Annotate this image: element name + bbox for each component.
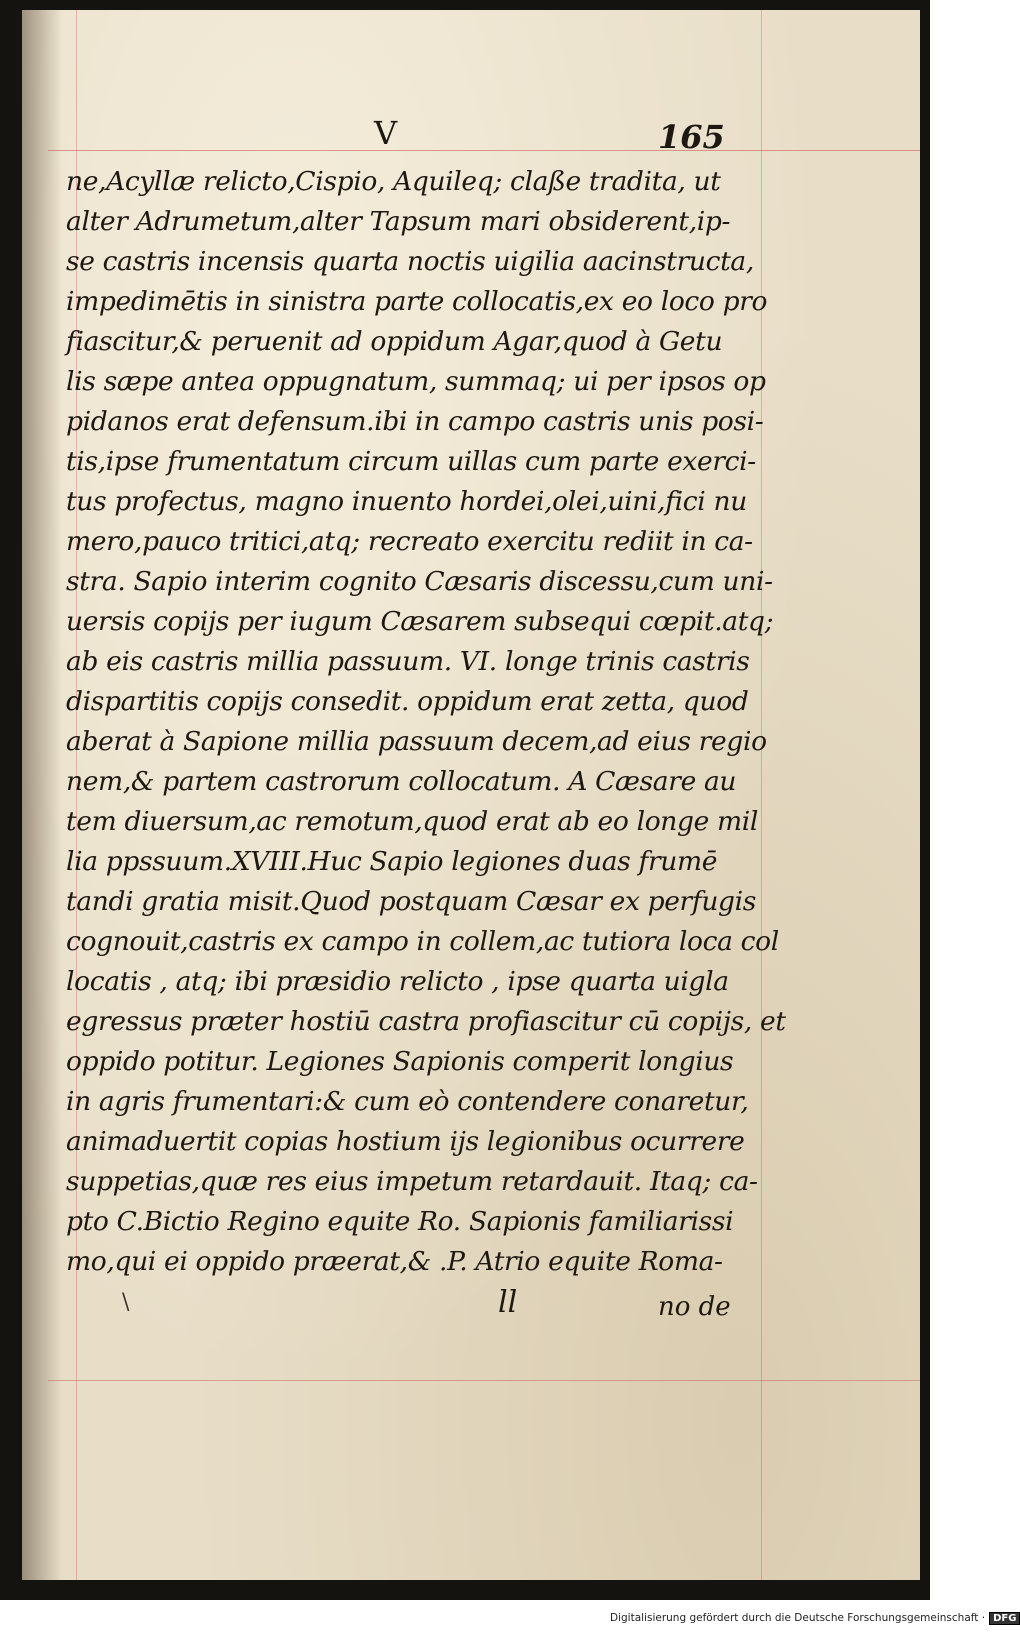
text-line: ne,Acyllæ relicto,Cispio, Aquileq; claße tradita, ut [66, 166, 721, 197]
text-line: egressus præter hostiū castra profiascitur cū copijs, et [66, 1006, 786, 1037]
body-text [66, 162, 786, 1282]
margin-rule-top [48, 150, 920, 151]
text-line: suppetias,quæ res eius impetum retardauit. Itaq; ca- [66, 1166, 758, 1197]
text-line: lia ppssuum.XVIII.Huc Sapio legiones duas frumē [66, 846, 718, 877]
credit-text: Digitalisierung gefördert durch die Deutsche Forschungsgemeinschaft · [610, 1612, 986, 1624]
margin-tick-mark: \ [122, 1290, 130, 1315]
text-line: tandi gratia misit.Quod postquam Cæsar ex perfugis [66, 886, 757, 917]
text-line: pidanos erat defensum.ibi in campo castris unis posi- [66, 406, 764, 437]
signature-mark: ll [498, 1285, 518, 1320]
gutter-shadow [22, 10, 62, 1580]
text-line: tus profectus, magno inuento hordei,olei,uini,fici nu [66, 486, 747, 517]
text-line: stra. Sapio interim cognito Cæsaris discessu,cum uni- [66, 566, 773, 597]
dfg-logo: DFG [989, 1612, 1020, 1625]
text-line: mero,pauco tritici,atq; recreato exercitu rediit in ca- [66, 526, 753, 557]
text-line: mo,qui ei oppido præerat,& .P. Atrio equite Roma- [66, 1246, 723, 1277]
text-line: alter Adrumetum,alter Tapsum mari obsiderent,ip- [66, 206, 731, 237]
text-line: uersis copijs per iugum Cæsarem subsequi cœpit.atq; [66, 606, 774, 637]
text-line: ab eis castris millia passuum. VI. longe trinis castris [66, 646, 750, 677]
text-line: tis,ipse frumentatum circum uillas cum parte exerci- [66, 446, 756, 477]
catchword: no de [658, 1292, 731, 1322]
text-line: impedimētis in sinistra parte collocatis,ex eo loco pro [66, 286, 768, 317]
text-line: se castris incensis quarta noctis uigilia aacinstructa, [66, 246, 754, 277]
text-line: nem,& partem castrorum collocatum. A Cæsare au [66, 766, 737, 797]
page-number: 165 [658, 118, 725, 156]
text-line: dispartitis copijs consedit. oppidum erat zetta, quod [66, 686, 749, 717]
text-line: cognouit,castris ex campo in collem,ac tutiora loca col [66, 926, 779, 957]
margin-rule-bottom [48, 1380, 920, 1381]
text-line: lis sæpe antea oppugnatum, summaq; ui per ipsos op [66, 366, 766, 397]
text-line: pto C.Bictio Regino equite Ro. Sapionis familiarissi [66, 1206, 734, 1237]
book-page [22, 10, 920, 1580]
text-line: oppido potitur. Legiones Sapionis comperit longius [66, 1046, 734, 1077]
text-line: aberat à Sapione millia passuum decem,ad eius regio [66, 726, 767, 757]
text-line: locatis , atq; ibi præsidio relicto , ipse quarta uigla [66, 966, 729, 997]
text-line: fiascitur,& peruenit ad oppidum Agar,quod à Getu [66, 326, 723, 357]
digitization-credit [610, 1612, 1020, 1625]
text-line: animaduertit copias hostium ijs legionibus ocurrere [66, 1126, 745, 1157]
text-line: tem diuersum,ac remotum,quod erat ab eo longe mil [66, 806, 759, 837]
text-line: in agris frumentari:& cum eò contendere conaretur, [66, 1086, 749, 1117]
running-header-signature: V [374, 114, 399, 152]
